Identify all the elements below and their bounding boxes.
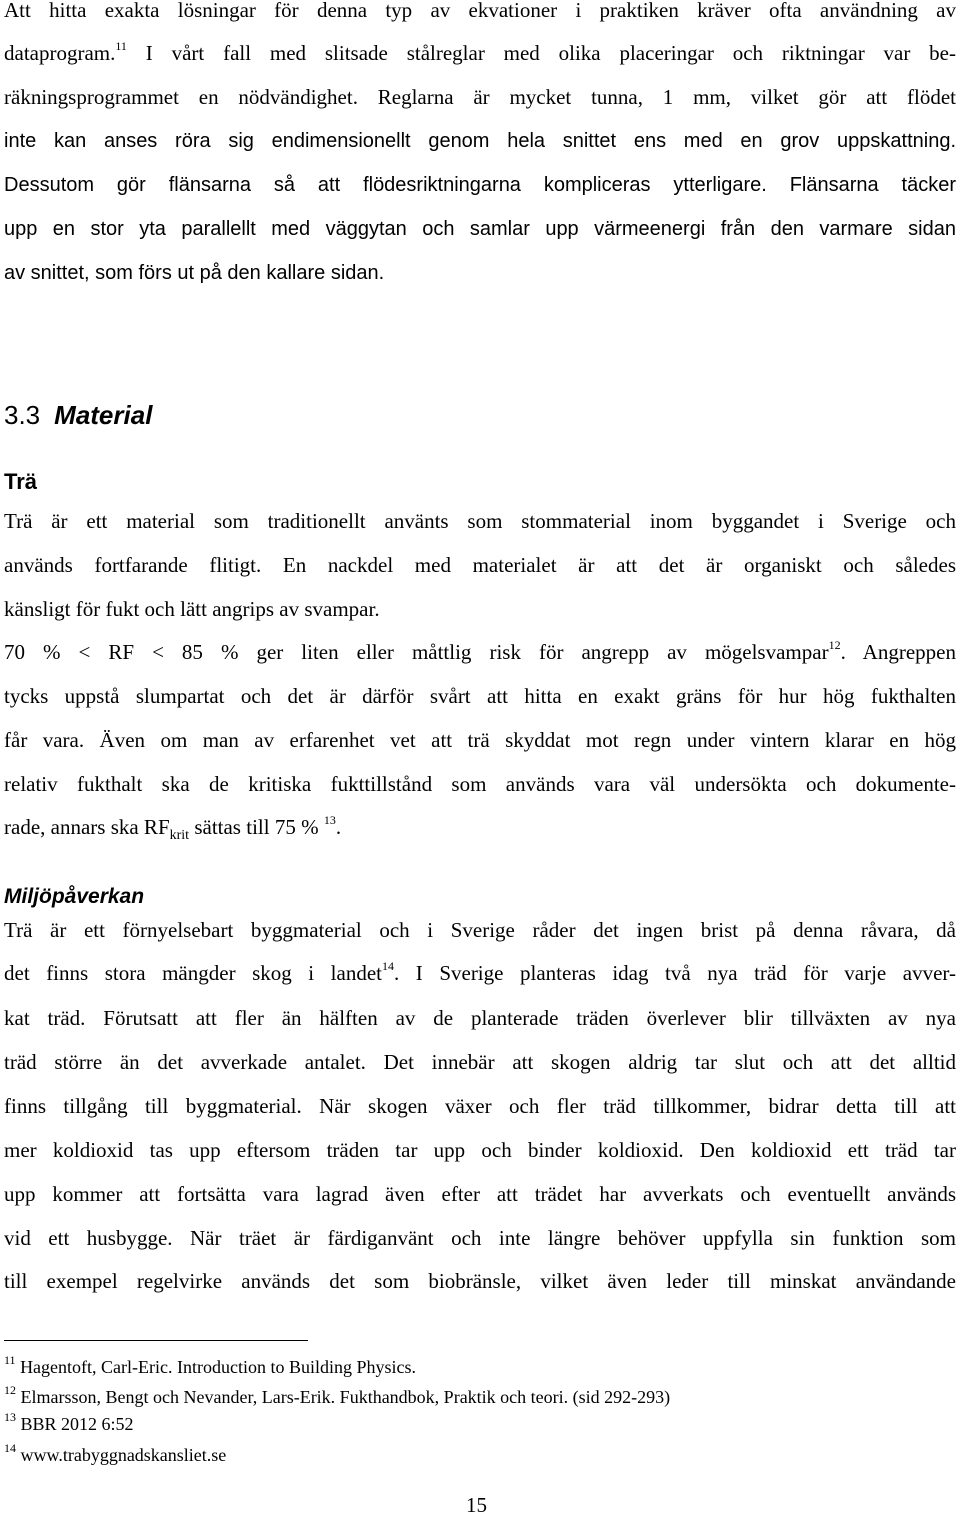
footnote-ref-14[interactable]: 14 — [382, 959, 394, 973]
tra-line-8: rade, annars ska $RF_{krit}$ sättas till 75 % $^{13}$. — [4, 813, 342, 843]
footnote-11: $^{11}$ Hagentoft, Carl-Eric. Introduction to Building Physics. — [4, 1353, 417, 1377]
tra-line-2: används fortfarande flitigt. En nackdel med materialet är att det är organiskt och således — [4, 553, 956, 577]
intro-line-3: räkningsprogrammet en nödvändighet. Reglarna är mycket tunna, 1 mm, vilket gör att flödet — [4, 85, 956, 109]
tra-line-4: 70 % < RF < 85 % ger liten eller måttlig risk för angrepp av mögelsvampar$^{12}$. Angreppen — [4, 638, 956, 664]
intro-line-6: upp en stor yta parallellt med väggytan och samlar upp värmeenergi från den varmare sidan — [4, 218, 956, 240]
intro-line-1: Att hitta exakta lösningar för denna typ av ekvationer i praktiken kräver ofta användning av — [4, 0, 956, 22]
footnote-ref-11[interactable]: 11 — [115, 39, 127, 53]
footnote-13: $^{13}$ BBR 2012 6:52 — [4, 1410, 134, 1434]
miljo-line-4: träd större än det avverkade antalet. Det innebär att skogen aldrig tar slut och att det alltid — [4, 1050, 956, 1074]
footnote-ref-12[interactable]: 12 — [828, 638, 841, 652]
tra-line-5: tycks uppstå slumpartat och det är därför svårt att hitta en exakt gräns för hur hög fukthalten — [4, 684, 956, 708]
miljo-line-8: vid ett husbygge. När träet är färdiganvänt och inte längre behöver uppfylla sin funktion som — [4, 1226, 956, 1250]
section-heading — [4, 402, 152, 429]
subheading-miljopaverkan: Miljöpåverkan — [4, 885, 145, 908]
footnote-14[interactable]: $^{14}$ www.trabyggnadskansliet.se — [4, 1441, 227, 1465]
miljo-line-9: till exempel regelvirke används det som biobränsle, vilket även leder till minskat användande — [4, 1269, 956, 1293]
miljo-line-1: Trä är ett förnyelsebart byggmaterial och i Sverige råder det ingen brist på denna råvara, då — [4, 918, 956, 942]
intro-line-2: dataprogram.$^{11}$ I vårt fall med slitsade stålreglar med olika placeringar och riktningar var be- — [4, 39, 956, 65]
miljo-line-5: finns tillgång till byggmaterial. När skogen växer och fler träd tillkommer, bidrar detta till att — [4, 1094, 956, 1118]
intro-line-4: inte kan anses röra sig endimensionellt genom hela snittet ens med en grov uppskattning. — [4, 130, 956, 152]
section-number: 3.3 — [4, 400, 41, 430]
footnote-link[interactable]: www.trabyggnadskansliet.se — [20, 1445, 227, 1465]
footnote-12: $^{12}$ Elmarsson, Bengt och Nevander, Lars-Erik. Fukthandbok, Praktik och teori. (sid 292-293) — [4, 1383, 671, 1407]
intro-line-5: Dessutom gör flänsarna så att flödesriktningarna kompliceras ytterligare. Flänsarna täcker — [4, 174, 956, 196]
section-title: Material — [54, 400, 153, 430]
tra-line-3: känsligt för fukt och lätt angrips av svampar. — [4, 597, 380, 621]
tra-line-6: får vara. Även om man av erfarenhet vet att trä skyddat mot regn under vintern klarar en hög — [4, 728, 956, 752]
subheading-tra: Trä — [4, 469, 38, 494]
tra-line-1: Trä är ett material som traditionellt använts som stommaterial inom byggandet i Sverige och — [4, 509, 956, 533]
miljo-line-2: det finns stora mängder skog i landet$^{14}$. I Sverige planteras idag två nya träd för varje avver- — [4, 959, 957, 985]
miljo-line-6: mer koldioxid tas upp eftersom träden tar upp och binder koldioxid. Den koldioxid ett träd tar — [4, 1138, 956, 1162]
tra-line-7: relativ fukthalt ska de kritiska fukttillstånd som används vara väl undersökta och dokumente- — [4, 772, 956, 796]
miljo-line-7: upp kommer att fortsätta vara lagrad även efter att trädet har avverkats och eventuellt används — [4, 1182, 956, 1206]
rf-subscript: krit — [169, 828, 190, 843]
miljo-line-3: kat träd. Förutsatt att fler än hälften av de planterade träden överlever blir tillväxten av nya — [4, 1006, 956, 1030]
intro-line-7: av snittet, som förs ut på den kallare sidan. — [4, 262, 385, 284]
page-number: 15 — [466, 1493, 487, 1517]
footnote-divider — [4, 1340, 308, 1341]
footnote-ref-13[interactable]: 13 — [323, 813, 336, 827]
